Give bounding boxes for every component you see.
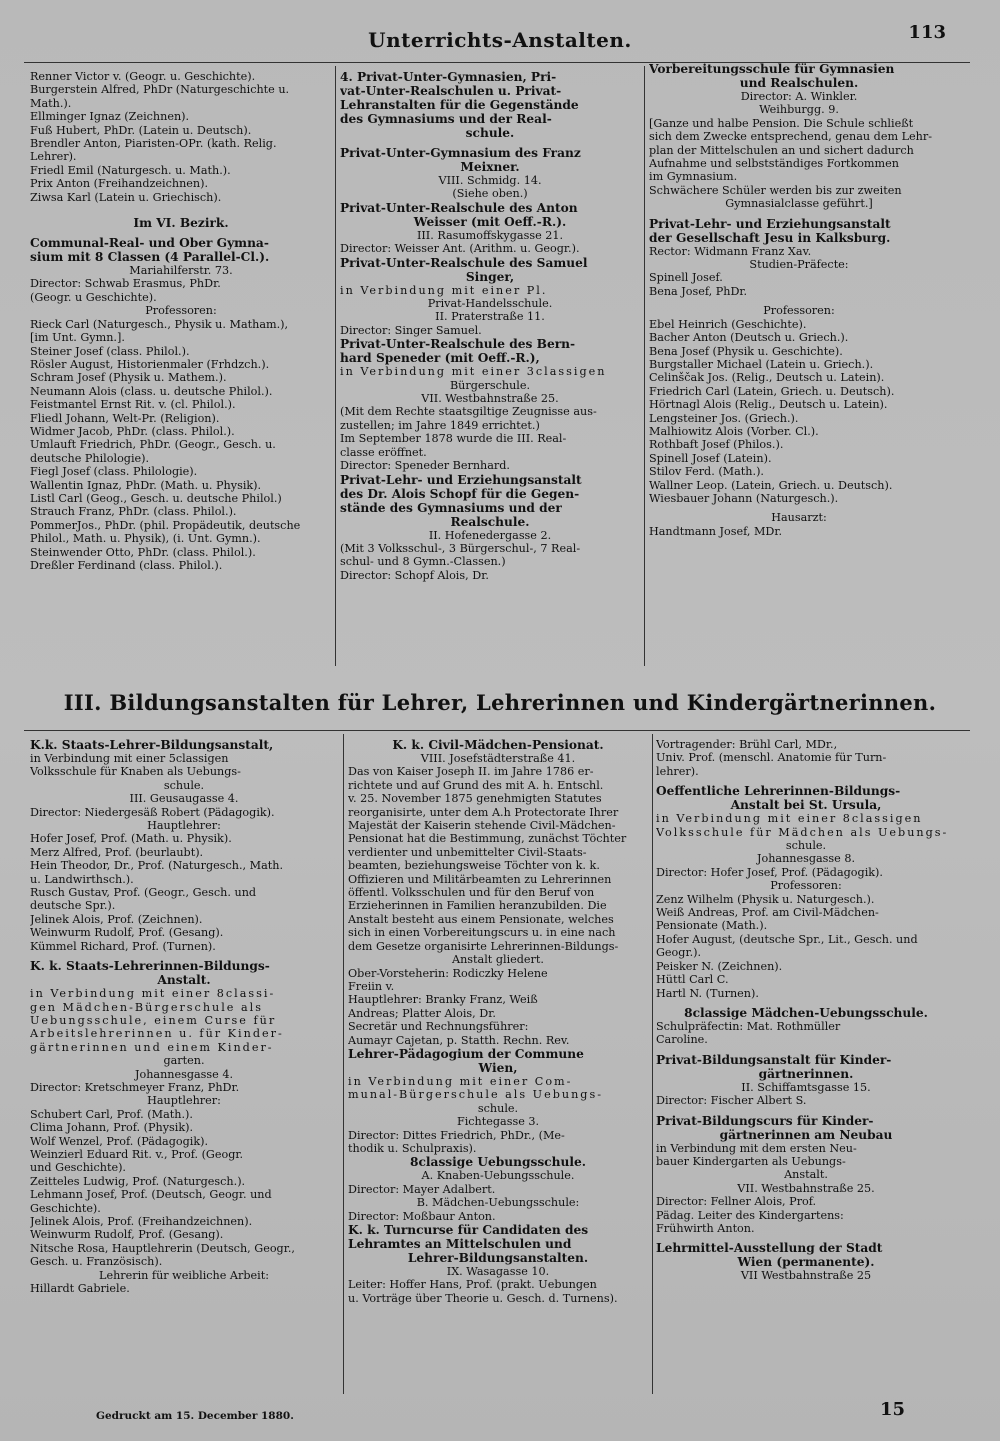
text-line: Lengsteiner Jos. (Griech.).	[649, 411, 799, 425]
entry-heading: Realschule.	[450, 514, 530, 529]
text-line: II. Hofenedergasse 2.	[428, 528, 552, 542]
text-line: im Gymnasium.	[649, 170, 738, 184]
text-line: dem Gesetze organisirte Lehrerinnen-Bildungs-	[348, 939, 619, 953]
text-line: Volksschule für Knaben als Uebungs-	[30, 765, 241, 779]
text-line: Fliedl Johann, Welt-Pr. (Religion).	[30, 411, 220, 425]
text-line: Geogr.).	[656, 946, 702, 960]
entry-heading: stände des Gymnasiums und der	[340, 500, 562, 515]
entry-heading: Privat-Bildungscurs für Kinder-	[656, 1113, 874, 1128]
entry-heading: Singer,	[465, 269, 515, 284]
text-line: u. Vorträge über Theorie u. Gesch. d. Turnens).	[348, 1291, 618, 1305]
text-line: Rieck Carl (Naturgesch., Physik u. Matham.),	[30, 317, 289, 331]
text-line: Zenz Wilhelm (Physik u. Naturgesch.).	[656, 892, 875, 906]
text-line: Director: Moßbaur Anton.	[348, 1209, 496, 1223]
entry-heading: Meixner.	[460, 160, 520, 174]
text-line: Leiter: Hoffer Hans, Prof. (prakt. Uebungen	[348, 1278, 597, 1292]
text-line: Secretär und Rechnungsführer:	[348, 1020, 529, 1034]
entry-heading: gärtnerinnen.	[758, 1066, 854, 1081]
entry-heading: Lehrmittel-Ausstellung der Stadt	[656, 1241, 883, 1256]
text-line: Zeitteles Ludwig, Prof. (Naturgesch.).	[30, 1174, 246, 1188]
text-line: Malhiowitz Alois (Vorber. Cl.).	[649, 424, 819, 438]
text-line: Aumayr Cajetan, p. Statth. Rechn. Rev.	[348, 1033, 570, 1047]
text-line: Volksschule für Mädchen als Uebungs-	[656, 825, 949, 839]
column-divider	[343, 734, 344, 1394]
entry-heading: Wien (permanente).	[737, 1255, 875, 1270]
text-line: Ziwsa Karl (Latein u. Griechisch).	[30, 190, 222, 204]
text-line: Bena Josef, PhDr.	[649, 284, 748, 298]
entry-heading: Privat-Unter-Gymnasium des Franz	[340, 146, 581, 160]
entry-heading: Communal-Real- und Ober Gymna-	[30, 236, 269, 251]
text-line: Uebungsschule, einem Curse für	[30, 1013, 277, 1027]
text-line: II. Schiffamtsgasse 15.	[741, 1080, 871, 1094]
text-line: [im Unt. Gymn.].	[30, 331, 125, 345]
entry-heading: Im VI. Bezirk.	[133, 216, 229, 231]
text-line: Lehrerin für weibliche Arbeit:	[99, 1268, 269, 1282]
text-line: Peisker N. (Zeichnen).	[656, 959, 783, 973]
text-line: Director: Speneder Bernhard.	[340, 459, 510, 473]
print-date: Gedruckt am 15. December 1880.	[96, 1410, 294, 1422]
text-line: Director: Schwab Erasmus, PhDr.	[30, 277, 221, 291]
text-line: sich in einen Vorbereitungscurs u. in eine nach	[348, 926, 616, 940]
text-line: Rector: Widmann Franz Xav.	[649, 244, 812, 258]
text-line: Weinzierl Eduard Rit. v., Prof. (Geogr.	[30, 1147, 244, 1161]
text-line: Mariahilferstr. 73.	[129, 264, 233, 278]
text-line: Anstalt gliedert.	[452, 953, 544, 967]
text-line: in Verbindung mit einer 8classigen	[656, 812, 923, 826]
text-line: Steiner Josef (class. Philol.).	[30, 344, 190, 358]
text-line: Professoren:	[145, 304, 217, 318]
entry-heading: K. k. Staats-Lehrerinnen-Bildungs-	[30, 959, 270, 974]
entry-heading: sium mit 8 Classen (4 Parallel-Cl.).	[30, 250, 270, 265]
entry-heading: 8classige Uebungsschule.	[410, 1155, 586, 1170]
text-line: lehrer).	[656, 764, 699, 778]
text-line: Steinwender Otto, PhDr. (class. Philol.).	[30, 545, 256, 559]
entry-heading: K.k. Staats-Lehrer-Bildungsanstalt,	[30, 738, 274, 752]
text-line: schule.	[163, 778, 205, 792]
text-line: Bena Josef (Physik u. Geschichte).	[649, 344, 843, 358]
text-line: (Geogr. u Geschichte).	[30, 290, 157, 304]
text-line: Gesch. u. Französisch).	[30, 1255, 163, 1269]
text-line: Strauch Franz, PhDr. (class. Philol.).	[30, 505, 237, 519]
text-line: Burgstaller Michael (Latein u. Griech.).	[649, 357, 874, 371]
text-line: Director: Fellner Alois, Prof.	[656, 1195, 817, 1209]
text-line: deutsche Spr.).	[30, 899, 116, 913]
text-line: Director: Niedergesäß Robert (Pädagogik).	[30, 805, 275, 819]
text-line: Anstalt besteht aus einem Pensionate, welches	[348, 912, 614, 926]
text-line: Bürgerschule.	[449, 378, 531, 392]
text-line: Feistmantel Ernst Rit. v. (cl. Philol.).	[30, 398, 236, 412]
text-line: Caroline.	[656, 1033, 708, 1047]
text-line: Fichtegasse 3.	[456, 1115, 540, 1129]
text-line: Math.).	[30, 96, 72, 110]
text-line: v. 25. November 1875 genehmigten Statutes	[348, 792, 602, 806]
text-line: Ellminger Ignaz (Zeichnen).	[30, 110, 190, 124]
text-line: Hörtnagl Alois (Relig., Deutsch u. Latein).	[649, 398, 888, 412]
text-line: schule.	[785, 839, 827, 853]
text-line: Das von Kaiser Joseph II. im Jahre 1786 er-	[348, 765, 594, 779]
entry-heading: Privat-Unter-Realschule des Anton	[340, 200, 578, 215]
text-line: Spinell Josef (Latein).	[649, 451, 772, 465]
text-line: Lehrer).	[30, 150, 77, 164]
text-line: VIII. Josefstädterstraße 41.	[420, 752, 576, 765]
text-line: Johannesgasse 4.	[134, 1067, 234, 1081]
text-line: III. Geusaugasse 4.	[129, 792, 239, 806]
entry-heading: des Gymnasiums und der Real-	[340, 112, 552, 126]
entry-heading: Privat-Lehr- und Erziehungsanstalt	[340, 472, 582, 487]
text-line: Anstalt.	[784, 1168, 828, 1182]
text-line: und Geschichte).	[30, 1161, 126, 1175]
entry-heading: Lehranstalten für die Gegenstände	[340, 98, 579, 112]
text-line: Wallentin Ignaz, PhDr. (Math. u. Physik).	[30, 478, 262, 492]
text-line: Univ. Prof. (menschl. Anatomie für Turn-	[656, 751, 887, 765]
text-line: Umlauft Friedrich, PhDr. (Geogr., Gesch. u.	[30, 438, 276, 452]
text-line: bauer Kindergarten als Uebungs-	[656, 1154, 846, 1168]
text-line: Weinwurm Rudolf, Prof. (Gesang).	[30, 1228, 224, 1242]
text-line: Director: Fischer Albert S.	[656, 1094, 807, 1108]
text-line: Director: Hofer Josef, Prof. (Pädagogik).	[656, 865, 883, 879]
text-line: II. Praterstraße 11.	[435, 310, 545, 324]
text-line: III. Rasumoffskygasse 21.	[416, 228, 564, 242]
text-line: in Verbindung mit einer 3classigen	[340, 365, 607, 379]
text-line: Schram Josef (Physik u. Mathem.).	[30, 371, 227, 385]
text-line: Hüttl Carl C.	[656, 973, 729, 987]
text-line: VII. Westbahnstraße 25.	[737, 1181, 875, 1195]
section-rule	[24, 730, 970, 731]
text-line: (Mit dem Rechte staatsgiltige Zeugnisse aus-	[340, 405, 597, 419]
text-line: Weihburgg. 9.	[759, 103, 839, 117]
text-line: Director: Weisser Ant. (Arithm. u. Geogr.).	[340, 242, 580, 256]
text-line: Listl Carl (Geog., Gesch. u. deutsche Philol.)	[30, 491, 282, 505]
text-line: Stilov Ferd. (Math.).	[649, 465, 764, 479]
text-line: Erzieherinnen in Familien heranzubilden. Die	[348, 899, 607, 913]
column-divider	[335, 66, 336, 666]
text-line: Director: Kretschmeyer Franz, PhDr.	[30, 1080, 240, 1094]
text-line: Hauptlehrer:	[147, 819, 221, 833]
text-line: Ebel Heinrich (Geschichte).	[649, 317, 807, 331]
entry-heading: Privat-Unter-Realschule des Samuel	[340, 255, 588, 270]
text-line: Director: Singer Samuel.	[340, 323, 482, 337]
text-line: Hartl N. (Turnen).	[656, 986, 759, 1000]
text-line: zustellen; im Jahre 1849 errichtet.)	[340, 418, 540, 432]
text-line: Renner Victor v. (Geogr. u. Geschichte).	[30, 70, 256, 83]
text-line: Schubert Carl, Prof. (Math.).	[30, 1107, 193, 1121]
text-line: Gymnasialclasse geführt.]	[725, 197, 873, 211]
entry-heading: Anstalt.	[157, 973, 211, 988]
text-line: Offizieren und Militärbeamten zu Lehrerinnen	[348, 872, 612, 886]
entry-heading: 4. Privat-Unter-Gymnasien, Pri-	[340, 70, 557, 84]
text-line: Rothbaft Josef (Philos.).	[649, 438, 784, 452]
text-line: PommerJos., PhDr. (phil. Propädeutik, deutsche	[30, 518, 301, 532]
text-line: Im September 1878 wurde die III. Real-	[340, 432, 567, 446]
text-line: Wallner Leop. (Latein, Griech. u. Deutsch).	[649, 478, 893, 492]
text-line: Majestät der Kaiserin stehende Civil-Mädchen-	[348, 819, 616, 833]
text-line: Hofer August, (deutsche Spr., Lit., Gesch. und	[656, 932, 918, 946]
text-line: Pensionate (Math.).	[656, 919, 768, 933]
entry-heading: Vorbereitungsschule für Gymnasien	[649, 62, 895, 76]
text-line: classe eröffnet.	[340, 445, 427, 459]
column-4	[30, 738, 338, 1295]
text-line: deutsche Philologie).	[30, 451, 150, 465]
entry-heading: schule.	[465, 126, 515, 140]
section-title: III. Bildungsanstalten für Lehrer, Lehrerinnen und Kindergärtnerinnen.	[63, 690, 937, 715]
entry-heading: der Gesellschaft Jesu in Kalksburg.	[649, 230, 891, 245]
text-line: VII. Westbahnstraße 25.	[421, 392, 559, 406]
text-line: Bacher Anton (Deutsch u. Griech.).	[649, 331, 849, 345]
entry-heading: gärtnerinnen am Neubau	[719, 1127, 893, 1142]
text-line: schul- und 8 Gymn.-Classen.)	[340, 555, 506, 569]
text-line: IX. Wasagasse 10.	[446, 1265, 550, 1278]
text-line: (Siehe oben.)	[452, 187, 528, 201]
entry-heading: Weisser (mit Oeff.-R.).	[413, 214, 567, 229]
text-line: in Verbindung mit einer 5classigen	[30, 752, 229, 765]
text-line: Lehmann Josef, Prof. (Deutsch, Geogr. und	[30, 1188, 272, 1202]
text-line: Clima Johann, Prof. (Physik).	[30, 1121, 194, 1135]
text-line: Spinell Josef.	[649, 271, 723, 285]
text-line: Celinščak Jos. (Relig., Deutsch u. Latein).	[649, 371, 885, 385]
entry-heading: Lehrer-Pädagogium der Commune	[348, 1046, 584, 1061]
text-line: Freiin v.	[348, 979, 395, 993]
entry-heading: 8classige Mädchen-Uebungsschule.	[684, 1005, 928, 1020]
text-line: Brendler Anton, Piaristen-OPr. (kath. Relig.	[30, 137, 277, 151]
entry-heading: Oeffentliche Lehrerinnen-Bildungs-	[656, 784, 901, 799]
text-line: Fiegl Josef (class. Philologie).	[30, 465, 198, 479]
signature-number: 15	[880, 1399, 906, 1420]
text-line: thodik u. Schulpraxis).	[348, 1141, 477, 1155]
text-line: Merz Alfred, Prof. (beurlaubt).	[30, 845, 204, 859]
text-line: Weiß Andreas, Prof. am Civil-Mädchen-	[656, 906, 879, 920]
text-line: gärtnerinnen und einem Kinder-	[30, 1040, 274, 1054]
text-line: schule.	[477, 1101, 519, 1115]
text-line: richtete und auf Grund des mit A. h. Entschl.	[348, 778, 604, 792]
text-line: Aufnahme und selbstständiges Fortkommen	[649, 157, 899, 171]
text-line: in Verbindung mit dem ersten Neu-	[656, 1141, 857, 1155]
text-line: gen Mädchen-Bürgerschule als	[30, 1000, 263, 1014]
text-line: in Verbindung mit einer Com-	[348, 1074, 573, 1088]
text-line: Weinwurm Rudolf, Prof. (Gesang).	[30, 926, 224, 940]
text-line: plan der Mittelschulen an und sichert dadurch	[649, 143, 914, 157]
text-line: Director: Schopf Alois, Dr.	[340, 568, 489, 582]
text-line: Schulpräfectin: Mat. Rothmüller	[656, 1019, 841, 1033]
text-line: Hein Theodor, Dr., Prof. (Naturgesch., Math.	[30, 859, 284, 873]
text-line: Rösler August, Historienmaler (Frhdzch.).	[30, 357, 270, 371]
text-line: in Verbindung mit einer 8classi-	[30, 987, 276, 1001]
text-line: Geschichte).	[30, 1201, 101, 1215]
text-line: Handtmann Josef, MDr.	[649, 524, 783, 538]
text-line: Pensionat hat die Bestimmung, zunächst Töchter	[348, 832, 627, 846]
entry-heading: K. k. Turncurse für Candidaten des	[348, 1223, 589, 1237]
entry-heading: K. k. Civil-Mädchen-Pensionat.	[392, 738, 604, 752]
text-line: Schwächere Schüler werden bis zur zweiten	[649, 183, 902, 197]
text-line: Fuß Hubert, PhDr. (Latein u. Deutsch).	[30, 123, 252, 137]
column-1	[30, 70, 332, 572]
text-line: VIII. Schmidg. 14.	[438, 174, 542, 187]
text-line: Frühwirth Anton.	[656, 1221, 755, 1235]
text-line: Neumann Alois (class. u. deutsche Philol.).	[30, 384, 273, 398]
text-line: Wolf Wenzel, Prof. (Pädagogik).	[30, 1134, 209, 1148]
text-line: (Mit 3 Volksschul-, 3 Bürgerschul-, 7 Real-	[340, 541, 581, 555]
text-line: Friedl Emil (Naturgesch. u. Math.).	[30, 163, 231, 177]
entry-heading: und Realschulen.	[739, 76, 859, 90]
text-line: garten.	[163, 1054, 205, 1068]
text-line: u. Landwirthsch.).	[30, 872, 134, 886]
text-line: Ober-Vorsteherin: Rodiczky Helene	[348, 966, 548, 980]
text-line: B. Mädchen-Uebungsschule:	[416, 1196, 580, 1210]
entry-heading: vat-Unter-Realschulen u. Privat-	[340, 84, 562, 98]
text-line: Prix Anton (Freihandzeichnen).	[30, 177, 209, 191]
text-line: Philol., Math. u. Physik), (i. Unt. Gymn.).	[30, 532, 261, 546]
text-line: Burgerstein Alfred, PhDr (Naturgeschichte u.	[30, 83, 290, 97]
entry-heading: Privat-Unter-Realschule des Bern-	[340, 337, 576, 352]
text-line: Professoren:	[770, 879, 842, 893]
text-line: Widmer Jacob, PhDr. (class. Philol.).	[30, 424, 235, 438]
text-line: Hofer Josef, Prof. (Math. u. Physik).	[30, 832, 232, 846]
entry-heading: hard Speneder (mit Oeff.-R.),	[340, 351, 540, 366]
entry-heading: Privat-Bildungsanstalt für Kinder-	[656, 1052, 892, 1067]
text-line: Dreßler Ferdinand (class. Philol.).	[30, 559, 223, 572]
text-line: verdienter und unbemittelter Civil-Staats-	[348, 845, 587, 859]
text-line: Rusch Gustav, Prof. (Geogr., Gesch. und	[30, 886, 257, 900]
text-line: Hauptlehrer: Branky Franz, Weiß	[348, 993, 538, 1007]
text-line: Jelinek Alois, Prof. (Zeichnen).	[30, 912, 203, 926]
text-line: öffentl. Volksschulen und für den Beruf von	[348, 886, 595, 900]
text-line: Hausarzt:	[771, 511, 827, 525]
text-line: Vortragender: Brühl Carl, MDr.,	[656, 738, 838, 751]
text-line: Kümmel Richard, Prof. (Turnen).	[30, 939, 216, 953]
column-5	[348, 738, 648, 1305]
text-line: Pädag. Leiter des Kindergartens:	[656, 1208, 844, 1222]
page-title: Unterrichts-Anstalten.	[368, 28, 632, 52]
entry-heading: Anstalt bei St. Ursula,	[730, 798, 882, 813]
text-line: Studien-Präfecte:	[749, 258, 849, 272]
text-line: A. Knaben-Uebungsschule.	[421, 1169, 575, 1183]
entry-heading: Lehramtes an Mittelschulen und	[348, 1237, 572, 1251]
entry-heading: Privat-Lehr- und Erziehungsanstalt	[649, 216, 891, 231]
column-divider	[644, 66, 645, 666]
page-number: 113	[908, 22, 946, 43]
text-line: Wiesbauer Johann (Naturgesch.).	[649, 491, 839, 505]
column-6	[656, 738, 956, 1283]
text-line: Johannesgasse 8.	[756, 852, 856, 866]
text-line: in Verbindung mit einer Pl.	[340, 283, 548, 297]
text-line: VII Westbahnstraße 25	[740, 1269, 872, 1283]
text-line: Privat-Handelsschule.	[427, 297, 553, 311]
text-line: Andreas; Platter Alois, Dr.	[348, 1006, 496, 1020]
column-divider	[652, 734, 653, 1394]
text-line: Hillardt Gabriele.	[30, 1282, 130, 1296]
text-line: munal-Bürgerschule als Uebungs-	[348, 1088, 603, 1102]
text-line: reorganisirte, unter dem A.h Protectorate Ihrer	[348, 805, 619, 819]
column-2	[340, 70, 640, 582]
column-3	[649, 62, 949, 538]
text-line: Professoren:	[763, 304, 835, 318]
entry-heading: Wien,	[478, 1060, 518, 1075]
text-line: Nitsche Rosa, Hauptlehrerin (Deutsch, Geogr.,	[30, 1241, 295, 1255]
text-line: Arbeitslehrerinnen u. für Kinder-	[30, 1027, 284, 1041]
text-line: [Ganze und halbe Pension. Die Schule schließt	[649, 116, 914, 130]
text-line: beamten, beziehungsweise Töchter von k. k.	[348, 859, 600, 873]
text-line: Director: A. Winkler.	[740, 90, 858, 103]
text-line: Hauptlehrer:	[147, 1094, 221, 1108]
text-line: Jelinek Alois, Prof. (Freihandzeichnen).	[30, 1215, 253, 1228]
text-line: Friedrich Carl (Latein, Griech. u. Deutsch).	[649, 384, 895, 398]
entry-heading: des Dr. Alois Schopf für die Gegen-	[340, 486, 580, 501]
text-line: sich dem Zwecke entsprechend, genau dem Lehr-	[649, 130, 932, 144]
text-line: Director: Dittes Friedrich, PhDr., (Me-	[348, 1128, 565, 1142]
entry-heading: Lehrer-Bildungsanstalten.	[407, 1251, 589, 1265]
text-line: Director: Mayer Adalbert.	[348, 1182, 496, 1196]
